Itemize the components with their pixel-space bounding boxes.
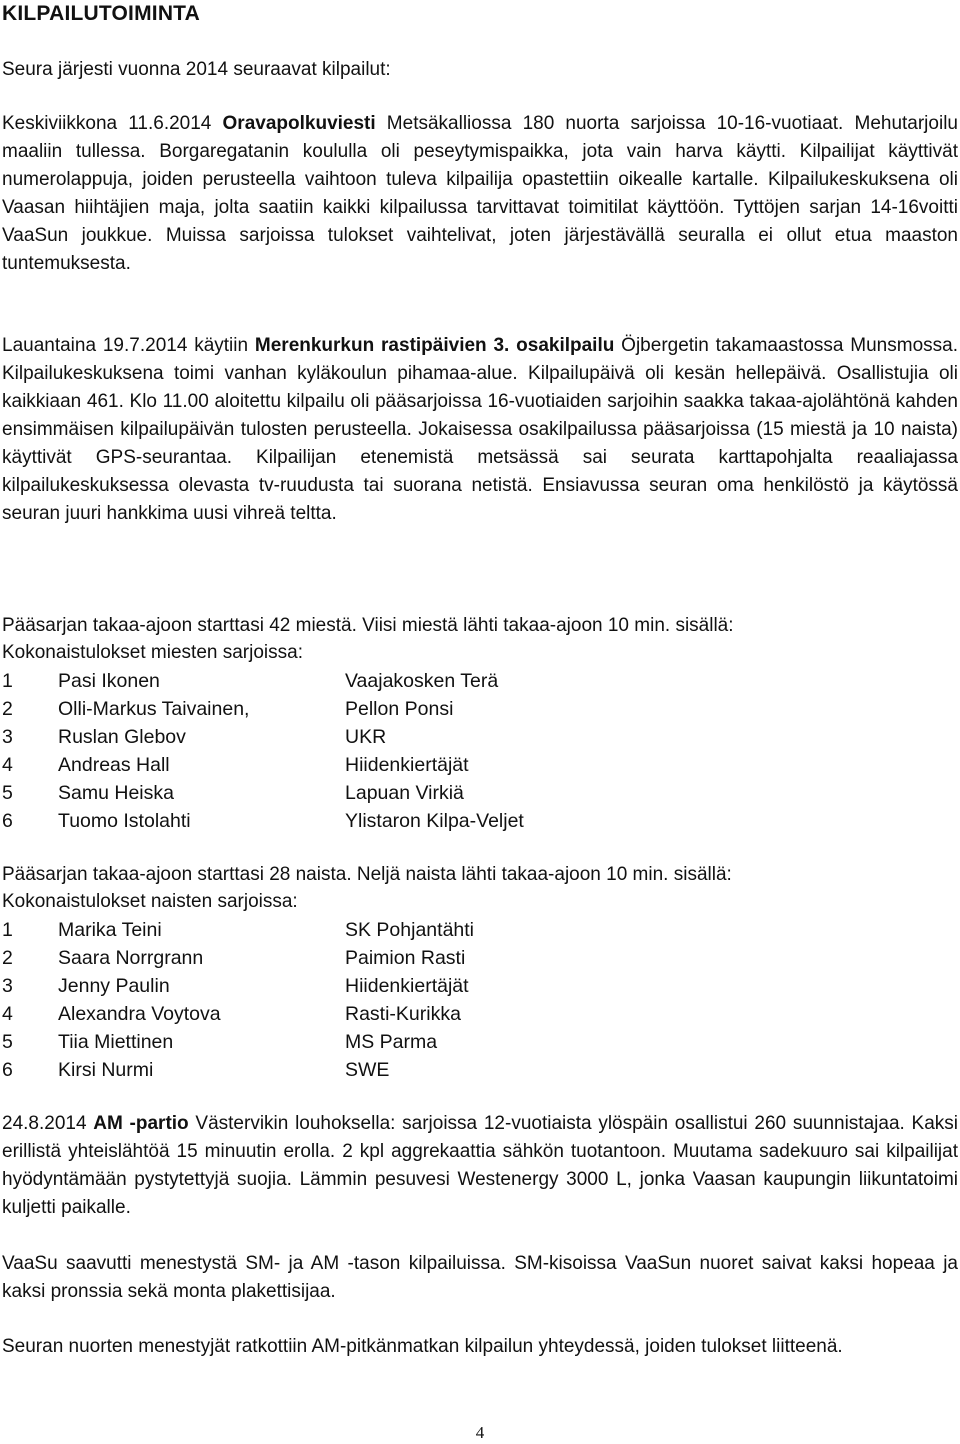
result-rank: 4 [2,754,13,776]
result-row [2,1000,702,1028]
result-row [2,972,702,1000]
result-club: Rasti-Kurikka [345,1003,461,1025]
event-date: 24.8.2014 [2,1113,94,1134]
page-number: 4 [475,1423,485,1442]
women-start-info: Pääsarjan takaa-ajoon starttasi 28 naista. Neljä naista lähti takaa-ajoon 10 min. sisällä: [2,864,732,885]
result-rank: 2 [2,947,13,969]
result-row [2,807,702,835]
result-name: Andreas Hall [58,754,170,776]
result-rank: 5 [2,1031,13,1053]
result-name: Samu Heiska [58,782,174,804]
result-rank: 6 [2,1059,13,1081]
event-rastipaivat-paragraph [2,332,958,528]
result-club: Hiidenkiertäjät [345,754,469,776]
result-row [2,779,702,807]
result-rank: 1 [2,670,13,692]
result-row [2,1056,702,1084]
men-results-heading: Kokonaistulokset miesten sarjoissa: [2,642,303,663]
result-club: Vaajakosken Terä [345,670,499,692]
result-rank: 5 [2,782,13,804]
result-rank: 3 [2,726,13,748]
result-name: Pasi Ikonen [58,670,160,692]
result-club: Pellon Ponsi [345,698,454,720]
result-name: Tiia Miettinen [58,1031,174,1053]
result-name: Saara Norrgrann [58,947,204,969]
result-rank: 4 [2,1003,13,1025]
result-row [2,1028,702,1056]
result-row [2,751,702,779]
result-rank: 6 [2,810,13,832]
intro-paragraph: Seura järjesti vuonna 2014 seuraavat kilpailut: [2,59,391,80]
result-name: Alexandra Voytova [58,1003,221,1025]
event-am-partio-paragraph [2,1110,958,1222]
men-start-info: Pääsarjan takaa-ajoon starttasi 42 miestä. Viisi miestä lähti takaa-ajoon 10 min. sisällä: [2,615,734,636]
result-rank: 1 [2,919,13,941]
event-oravapolkuviesti-paragraph [2,110,958,278]
event-description: Västervikin louhoksella: sarjoissa 12-vuotiaista ylöspäin osallistui 260 suunnistajaa. Kaksi erillistä yhteislähtöä 15 minuutin erolla. 2 kpl aggrekaattia sähkön tuotantoon. Muutama sadekuuro sai kilpailijat hyödyntämään pystytettyjä suojia. Lämmin pesuvesi Westenergy 3000 L, jonka Vaasan kaupungin liikuntatoimi kuljetti paikalle. [2,1113,958,1218]
result-club: UKR [345,726,387,748]
result-club: MS Parma [345,1031,438,1053]
women-results-heading: Kokonaistulokset naisten sarjoissa: [2,891,298,912]
event-name: Merenkurkun rastipäivien 3. osakilpailu [254,335,615,356]
event-description: Metsäkalliossa 180 nuorta sarjoissa 10-16-vuotiaat. Mehutarjoilu maaliin tullessa. Borgaregatanin koululla oli peseytymispaikka, jota vain harva käytti. Kilpailijat käyttivät numerolappuja, joiden perusteella vaihtoon tuleva kilpailija opastettiin oikealle kartalle. Kilpailukeskuksena oli Vaasan hiihtäjien maja, jolta saatiin kaikki kilpailussa tarvittavat toimitilat käyttöön. Tyttöjen sarjan 14-16voitti VaaSun joukkue. Muissa sarjoissa tulokset vaihtelivat, joten järjestävällä seuralla ei ollut etua maaston tuntemuksesta. [2,113,958,274]
result-club: Hiidenkiertäjät [345,975,469,997]
event-date: Keskiviikkona 11.6.2014 [2,113,223,134]
result-name: Jenny Paulin [58,975,170,997]
result-rank: 3 [2,975,13,997]
event-description: Öjbergetin takamaastossa Munsmossa. Kilpailukeskuksena toimi vanhan kyläkoulun pihamaa-alue. Kilpailupäivä oli kesän hellepäivä. Osallistujia oli kaikkiaan 461. Klo 11.00 aloitettu kilpailu oli pääsarjoissa 16-vuotiaiden sarjoihin saakka takaa-ajolähtönä kahden ensimmäisen kilpailupäivän tulosten perusteella. Jokaisessa osakilpailussa pääsarjoissa (15 miestä ja 10 naista) käyttivät GPS-seurantaa. Kilpailijan etenemistä metsässä sai seurata karttapohjalta reaaliajassa kilpailukeskuksessa olevasta tv-ruudusta tai suorana netistä. Ensiavussa seuran oma henkilöstö ja käytössä seuran juuri hankkima uusi vihreä teltta. [2,335,958,524]
event-name: AM -partio [93,1113,189,1134]
men-results-list [2,667,702,835]
result-row [2,667,702,695]
result-rank: 2 [2,698,13,720]
result-name: Marika Teini [58,919,162,941]
result-row [2,916,702,944]
result-name: Kirsi Nurmi [58,1059,154,1081]
result-name: Ruslan Glebov [58,726,186,748]
result-club: SWE [345,1059,390,1081]
event-date: Lauantaina 19.7.2014 käytiin [2,335,255,356]
result-name: Olli-Markus Taivainen, [58,698,250,720]
event-name: Oravapolkuviesti [222,113,376,134]
sm-success-paragraph: VaaSu saavutti menestystä SM- ja AM -tason kilpailuissa. SM-kisoissa VaaSun nuoret saivat kaksi hopeaa ja kaksi pronssia sekä monta plakettisijaa. [2,1253,958,1302]
result-name: Tuomo Istolahti [58,810,191,832]
youth-results-paragraph: Seuran nuorten menestyjät ratkottiin AM-pitkänmatkan kilpailun yhteydessä, joiden tulokset liitteenä. [2,1336,843,1357]
result-club: Lapuan Virkiä [345,782,464,804]
result-row [2,723,702,751]
result-club: Ylistaron Kilpa-Veljet [345,810,524,832]
result-row [2,944,702,972]
page-title: KILPAILUTOIMINTA [2,2,201,25]
result-row [2,695,702,723]
result-club: Paimion Rasti [345,947,466,969]
result-club: SK Pohjantähti [345,919,475,941]
women-results-list [2,916,702,1084]
